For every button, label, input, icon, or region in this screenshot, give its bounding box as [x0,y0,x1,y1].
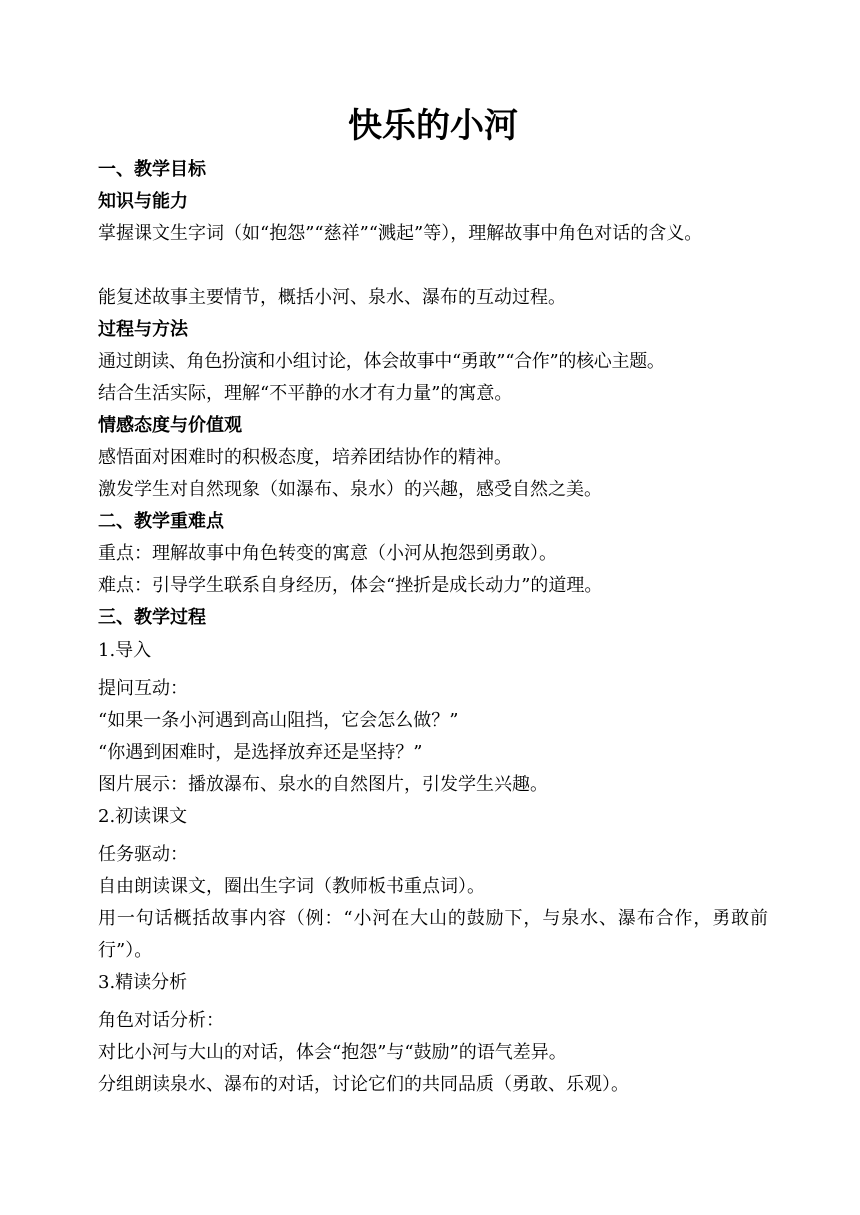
subheading-process: 过程与方法 [98,319,188,340]
step-heading: 1.导入 [98,640,152,661]
paragraph: “你遇到困难时，是选择放弃还是坚持？” [98,742,423,763]
section-heading-keypoints: 二、教学重难点 [98,511,224,532]
paragraph: 通过朗读、角色扮演和小组讨论，体会故事中“勇敢”“合作”的核心主题。 [98,351,665,372]
paragraph: 分组朗读泉水、瀑布的对话，讨论它们的共同品质（勇敢、乐观）。 [98,1074,629,1095]
paragraph: 掌握课文生字词（如“抱怨”“慈祥”“溅起”等），理解故事中角色对话的含义。 [98,223,703,244]
paragraph: “如果一条小河遇到高山阻挡，它会怎么做？” [98,710,459,731]
paragraph: 角色对话分析： [98,1010,224,1031]
paragraph: 能复述故事主要情节，概括小河、泉水、瀑布的互动过程。 [98,287,566,308]
section-heading-objectives: 一、教学目标 [98,159,206,180]
paragraph: 任务驱动： [98,844,188,865]
paragraph: 用一句话概括故事内容（例：“小河在大山的鼓励下，与泉水、瀑布合作，勇敢前行”）。 [98,908,768,961]
paragraph: 难点：引导学生联系自身经历，体会“挫折是成长动力”的道理。 [98,575,603,596]
paragraph: 自由朗读课文，圈出生字词（教师板书重点词）。 [98,876,485,897]
step-heading: 2.初读课文 [98,806,188,827]
paragraph: 提问互动： [98,678,188,699]
paragraph: 重点：理解故事中角色转变的寓意（小河从抱怨到勇敢）。 [98,543,557,564]
document-title: 快乐的小河 [348,106,518,146]
step-heading: 3.精读分析 [98,972,188,993]
paragraph: 激发学生对自然现象（如瀑布、泉水）的兴趣，感受自然之美。 [98,479,602,500]
subheading-knowledge: 知识与能力 [98,191,188,212]
paragraph: 图片展示：播放瀑布、泉水的自然图片，引发学生兴趣。 [98,774,548,795]
paragraph: 感悟面对困难时的积极态度，培养团结协作的精神。 [98,447,512,468]
section-heading-process: 三、教学过程 [98,607,206,628]
paragraph: 对比小河与大山的对话，体会“抱怨”与“鼓励”的语气差异。 [98,1042,567,1063]
paragraph: 结合生活实际，理解“不平静的水才有力量”的寓意。 [98,383,513,404]
subheading-values: 情感态度与价值观 [98,415,242,436]
